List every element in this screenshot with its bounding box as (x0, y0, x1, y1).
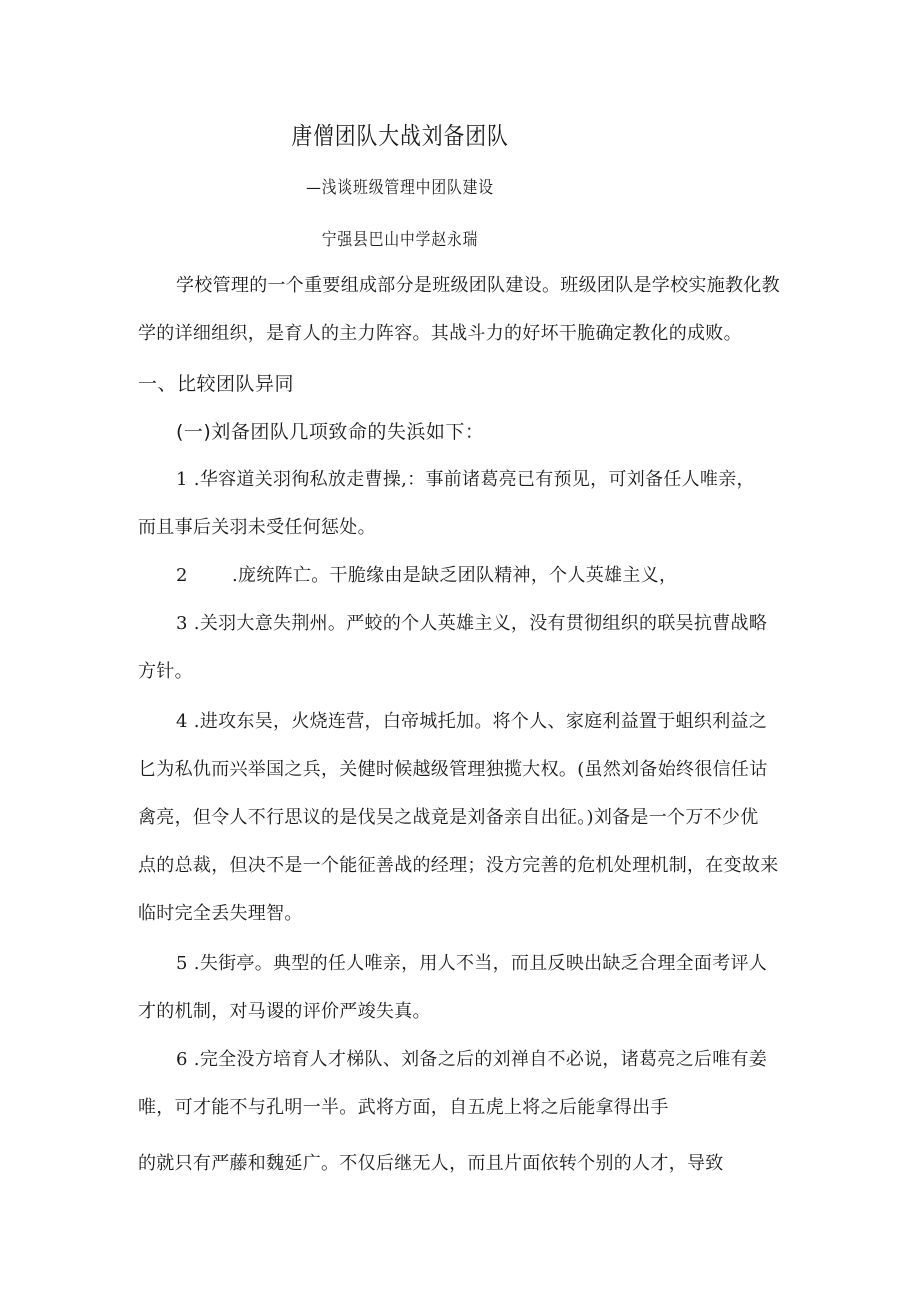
list-item-4-continued: 匕为私仇而兴举国之兵，关健时候越级管理独揽大权。(虽然刘备始终很信任诂 (138, 759, 768, 780)
list-item-2 (176, 564, 677, 588)
item-text: .进攻东吴，火烧连营，白帝城托加。将个人、家庭利益置于蛆织利益之 (193, 711, 768, 732)
intro-line-2: 学的详细组织，是育人的主力阵容。其战斗力的好坏干脆确定教化的成败。 (138, 323, 742, 344)
list-item-6-continued: 的就只有严藤和魏延广。不仅后继无人，而且片面依转个别的人才，导致 (138, 1153, 724, 1174)
list-item-4-continued: 点的总裁，但决不是一个能征善战的经理；没方完善的危机处理机制，在变故来 (138, 855, 779, 876)
document-title: 唐僧团队大战刘备团队 (291, 122, 509, 150)
list-item-1 (176, 468, 755, 492)
list-item-6 (176, 1048, 767, 1072)
item-number: 1 (176, 469, 188, 490)
list-item-6-continued: 唯，可才能不与孔明一半。武将方面，自五虎上将之后能拿得出手 (138, 1097, 669, 1118)
list-item-3-continued: 方针。 (138, 661, 193, 682)
document-author: 宁强县巴山中学赵永瑞 (321, 230, 479, 250)
list-item-5-continued: 才的机制，对马谡的评价严竣失真。 (138, 1001, 431, 1022)
list-item-1-continued: 而且事后关羽未受任何惩处。 (138, 517, 376, 538)
item-number: 2 (176, 565, 188, 586)
list-item-4-continued: 禽亮，但令人不行思议的是伐吴之战竟是刘备亲自出征。)刘备是一个万不少优 (138, 807, 759, 828)
item-text: .庞统阵亡。干脆缘由是缺乏团队精神，个人英雄主义， (232, 565, 678, 586)
item-text: .华容道关羽徇私放走曹操,：事前诸葛亮已有预见，可刘备任人唯亲， (193, 469, 755, 490)
item-text: .完全没方培育人才梯队、刘备之后的刘禅自不必说，诸葛亮之后唯有姜 (193, 1049, 768, 1070)
item-number: 5 (176, 953, 188, 974)
subsection-heading: (一)刘备团队几项致命的失浜如下： (176, 421, 485, 443)
intro-line-1: 学校管理的一个重要组成部分是班级团队建设。班级团队是学校实施教化教 (176, 275, 780, 296)
item-number: 3 (176, 613, 188, 634)
item-text: .失街亭。典型的任人唯亲，用人不当，而且反映出缺乏合理全面考评人 (193, 953, 768, 974)
list-item-3 (176, 612, 767, 636)
document-subtitle: —浅谈班级管理中团队建设 (306, 178, 494, 198)
list-item-4 (176, 710, 767, 734)
list-item-5 (176, 952, 767, 976)
list-item-4-continued: 临时完全丢失理智。 (138, 903, 303, 924)
item-number: 4 (176, 711, 188, 732)
item-text: .关羽大意失荆州。严蛟的个人英雄主义，没有贯彻组织的联吴抗曹战略 (193, 613, 768, 634)
section-heading: 一、比较团队异同 (138, 373, 295, 395)
item-number: 6 (176, 1049, 188, 1070)
